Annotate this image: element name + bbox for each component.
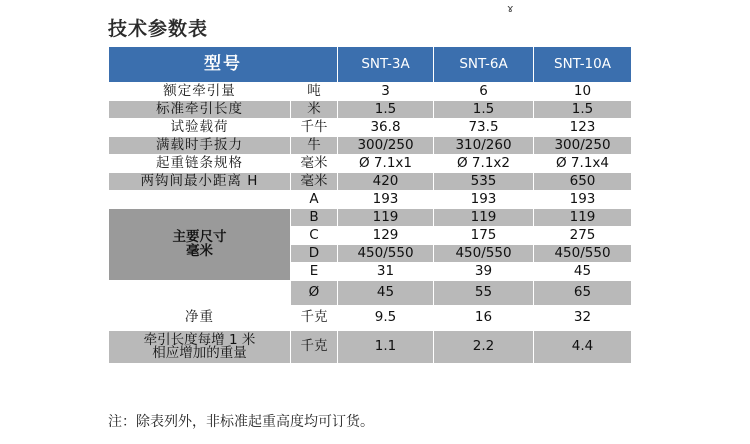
- cell: 1.1: [338, 331, 434, 364]
- cell: 275: [534, 227, 632, 245]
- cell: 310/260: [434, 137, 534, 155]
- cell: Ø 7.1x2: [434, 155, 534, 173]
- cell: 16: [434, 306, 534, 331]
- dim-key: E: [291, 263, 338, 281]
- table-row: [109, 119, 632, 137]
- dims-label: [109, 209, 291, 281]
- row-label: 标准牵引长度: [109, 101, 291, 119]
- table-row: [109, 191, 632, 209]
- header-col-snt-3a: SNT-3A: [338, 47, 434, 83]
- dims-label-line1: 主要尺寸: [172, 229, 227, 245]
- table-row: [109, 306, 632, 331]
- cell: 193: [434, 191, 534, 209]
- row-unit: 吨: [291, 83, 338, 101]
- cell: 650: [534, 173, 632, 191]
- cell: 55: [434, 281, 534, 306]
- row-label-line2: 相应增加的重量: [152, 345, 247, 361]
- page-title: 技术参数表: [108, 18, 209, 40]
- row-label: 两钩间最小距离 H: [109, 173, 291, 191]
- cell: 32: [534, 306, 632, 331]
- row-label: 满载时手扳力: [109, 137, 291, 155]
- row-unit: 牛: [291, 137, 338, 155]
- dims-label-spacer: [109, 191, 291, 209]
- row-unit: 毫米: [291, 173, 338, 191]
- table-row: [109, 155, 632, 173]
- row-unit: 毫米: [291, 155, 338, 173]
- cell: 450/550: [338, 245, 434, 263]
- cell: 73.5: [434, 119, 534, 137]
- spec-table: [108, 46, 632, 364]
- cell: 193: [534, 191, 632, 209]
- row-label: [109, 331, 291, 364]
- dims-label-spacer: [109, 281, 291, 306]
- cell: 4.4: [534, 331, 632, 364]
- row-unit: 千克: [291, 306, 338, 331]
- header-model: 型号: [109, 47, 338, 83]
- table-header: [109, 47, 632, 83]
- dim-key: A: [291, 191, 338, 209]
- row-label: 额定牵引量: [109, 83, 291, 101]
- row-label: 起重链条规格: [109, 155, 291, 173]
- row-unit: 米: [291, 101, 338, 119]
- cell: 6: [434, 83, 534, 101]
- dim-key: Ø: [291, 281, 338, 306]
- cell: Ø 7.1x4: [534, 155, 632, 173]
- footnote: 注：除表列外，非标准起重高度均可订货。: [108, 414, 374, 430]
- cell: 450/550: [534, 245, 632, 263]
- cell: 1.5: [338, 101, 434, 119]
- cell: 300/250: [338, 137, 434, 155]
- corner-mark: ɤ: [507, 2, 514, 15]
- cell: 129: [338, 227, 434, 245]
- cell: 193: [338, 191, 434, 209]
- row-unit: 千克: [291, 331, 338, 364]
- cell: 3: [338, 83, 434, 101]
- cell: 119: [534, 209, 632, 227]
- row-label: 净重: [109, 306, 291, 331]
- row-label-line1: 牵引长度每增 1 米: [143, 331, 256, 348]
- cell: 1.5: [434, 101, 534, 119]
- cell: 175: [434, 227, 534, 245]
- cell: 45: [338, 281, 434, 306]
- table-row: [109, 83, 632, 101]
- cell: 300/250: [534, 137, 632, 155]
- dim-key: C: [291, 227, 338, 245]
- table-row: [109, 101, 632, 119]
- dims-label-line2: 毫米: [186, 242, 213, 259]
- table-row: [109, 137, 632, 155]
- cell: 31: [338, 263, 434, 281]
- cell: 45: [534, 263, 632, 281]
- cell: 450/550: [434, 245, 534, 263]
- cell: 9.5: [338, 306, 434, 331]
- row-label: 试验载荷: [109, 119, 291, 137]
- table-row: [109, 209, 632, 227]
- cell: 39: [434, 263, 534, 281]
- cell: 420: [338, 173, 434, 191]
- cell: 2.2: [434, 331, 534, 364]
- cell: Ø 7.1x1: [338, 155, 434, 173]
- cell: 1.5: [534, 101, 632, 119]
- cell: 119: [434, 209, 534, 227]
- header-col-snt-10a: SNT-10A: [534, 47, 632, 83]
- cell: 36.8: [338, 119, 434, 137]
- cell: 535: [434, 173, 534, 191]
- cell: 10: [534, 83, 632, 101]
- dim-key: D: [291, 245, 338, 263]
- cell: 119: [338, 209, 434, 227]
- row-unit: 千牛: [291, 119, 338, 137]
- dim-key: B: [291, 209, 338, 227]
- table-row: [109, 173, 632, 191]
- header-col-snt-6a: SNT-6A: [434, 47, 534, 83]
- table-row: [109, 331, 632, 364]
- table-row: [109, 281, 632, 306]
- cell: 65: [534, 281, 632, 306]
- cell: 123: [534, 119, 632, 137]
